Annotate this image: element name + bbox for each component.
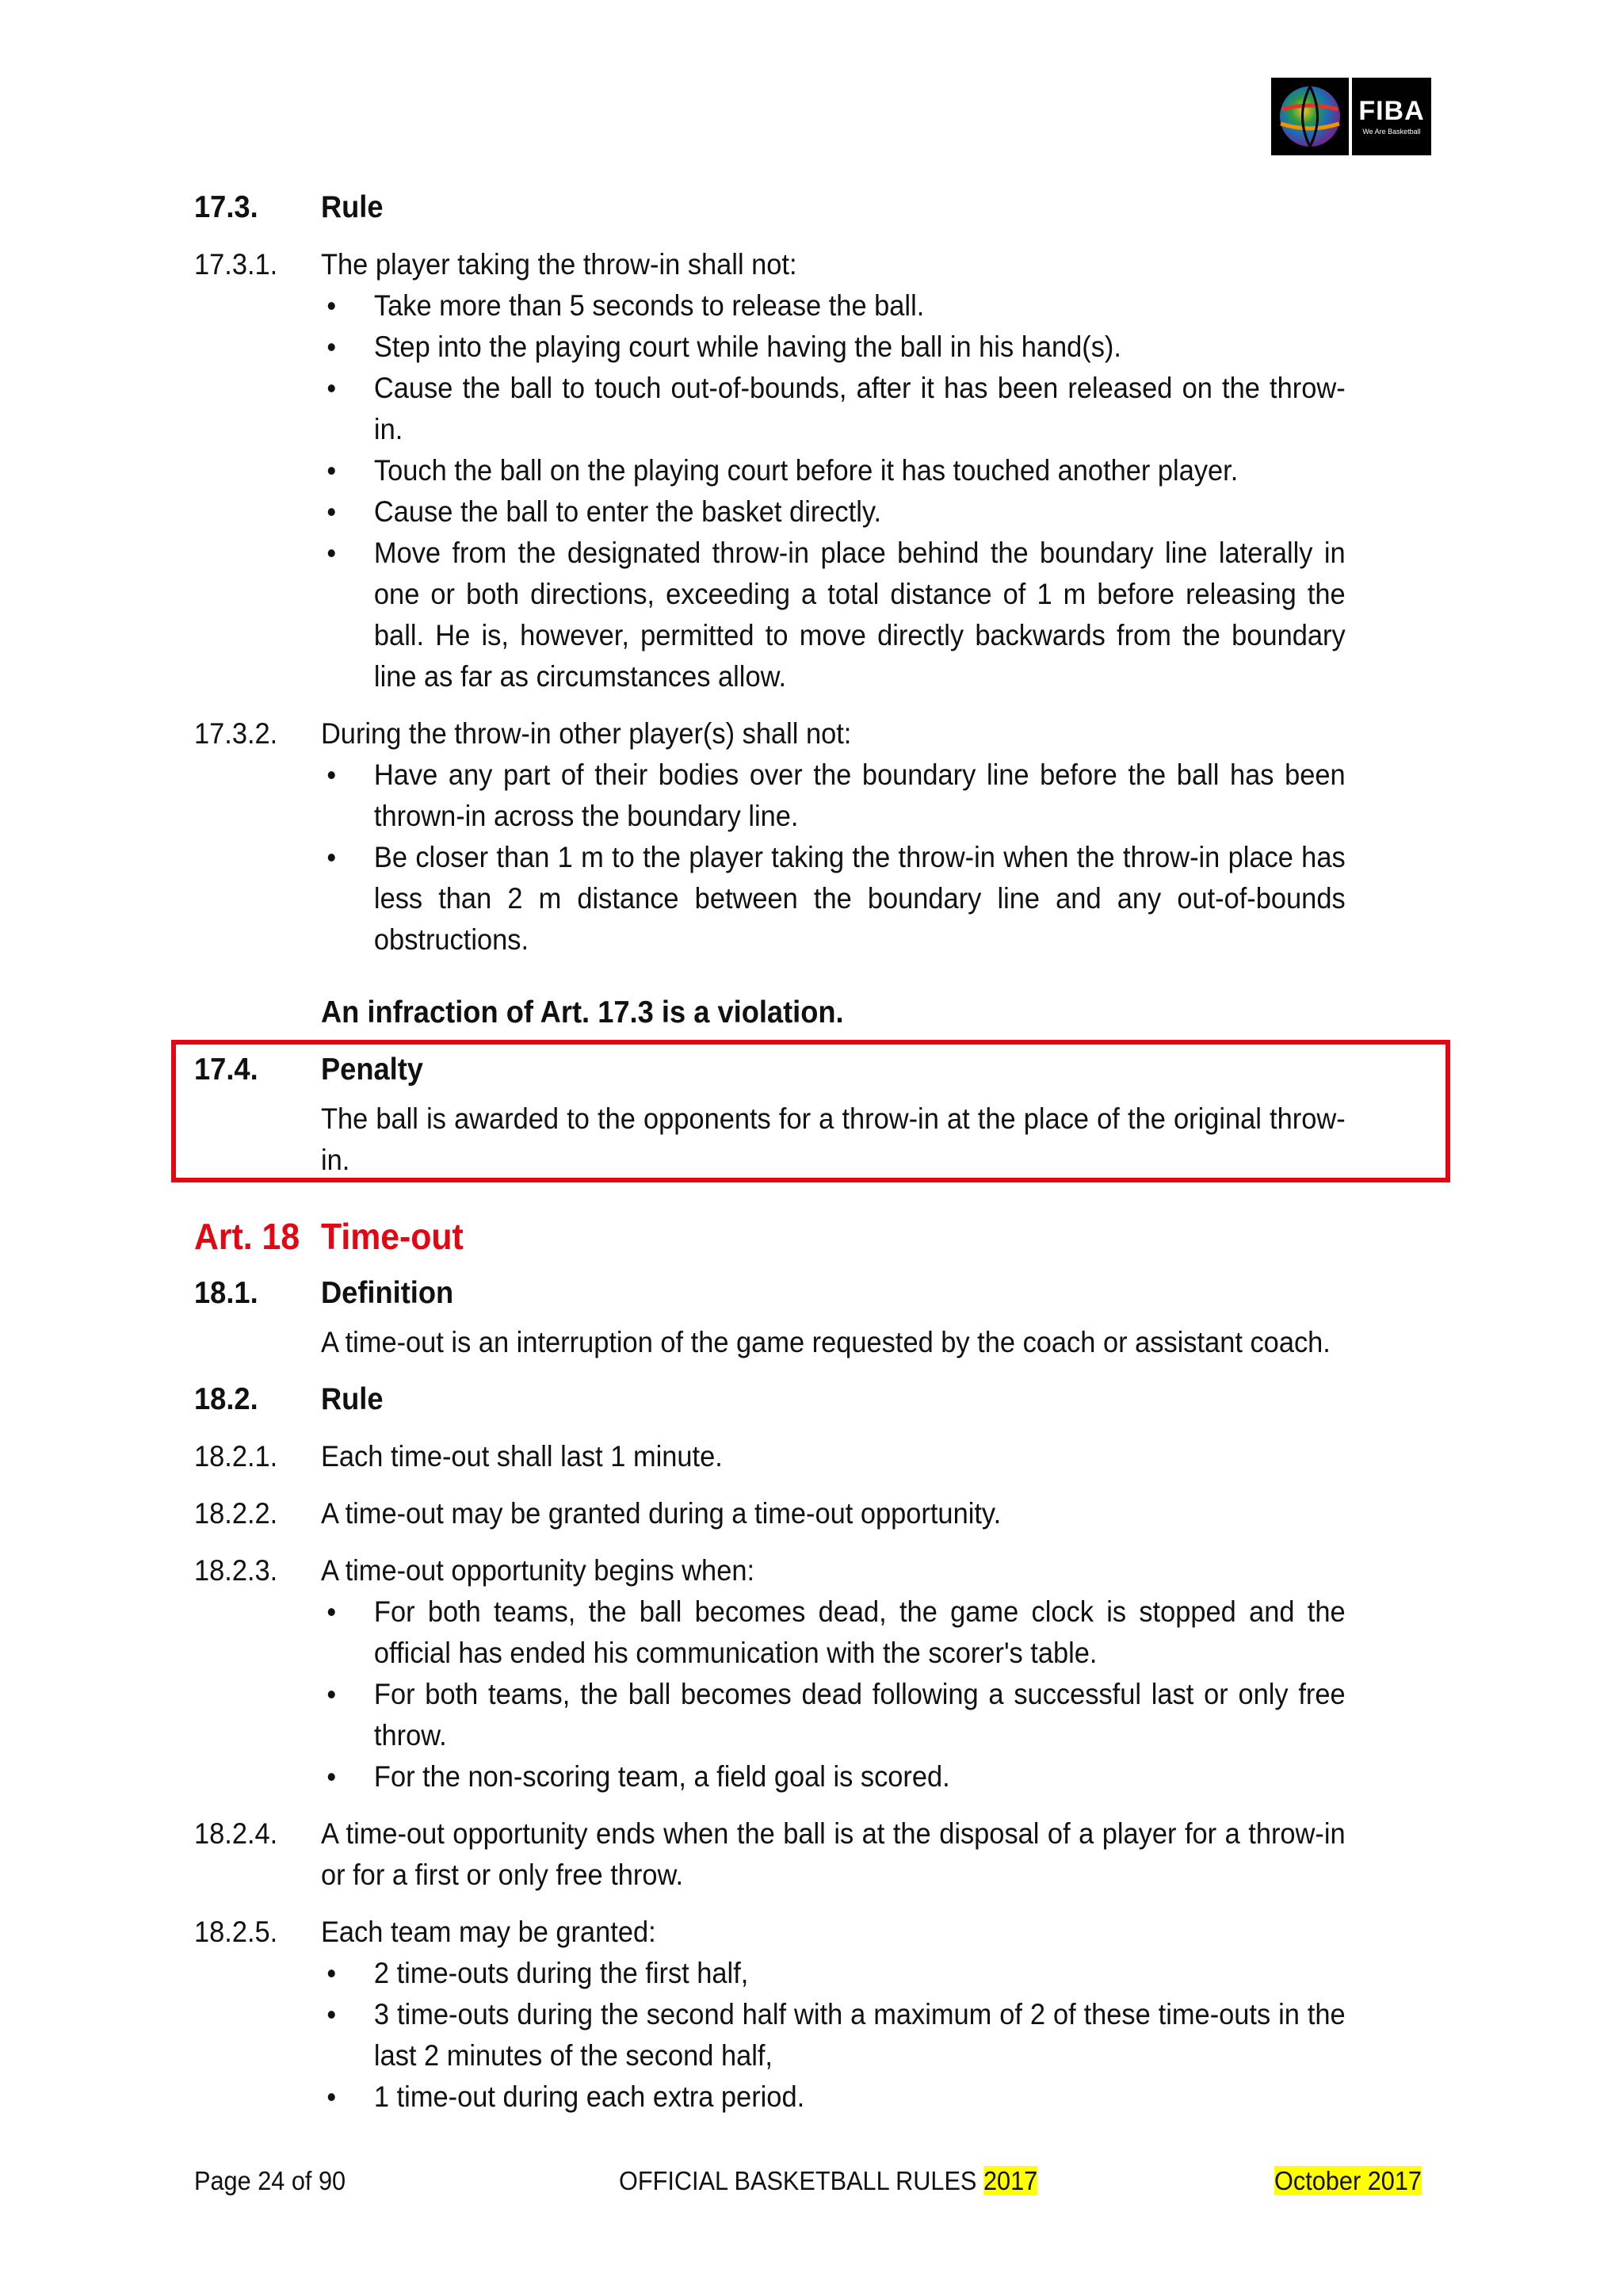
- bullet-item: • For both teams, the ball becomes dead, the game clock is stopped and the official has ended his communication with the scorer's table.: [321, 1591, 1346, 1674]
- infraction-text: An infraction of Art. 17.3 is a violation.: [320, 995, 844, 1030]
- paragraph-number: 18.2.3.: [194, 1554, 278, 1587]
- article-paragraph: [194, 1550, 1346, 1797]
- bullet-item: • Step into the playing court while having the ball in his hand(s).: [321, 327, 1346, 368]
- article-heading: [194, 1213, 1346, 1260]
- paragraph-text: A time-out opportunity ends when the ball is at the disposal of a player for a throw-in or for a first or only free throw.: [320, 1817, 1346, 1891]
- paragraph-number: 17.3.2.: [194, 717, 278, 750]
- paragraph-number: 18.2.4.: [194, 1817, 278, 1850]
- section-title: Rule: [320, 190, 384, 224]
- paragraph-number: 18.2.5.: [194, 1916, 278, 1948]
- section-title: Rule: [320, 1382, 384, 1416]
- paragraph-number: 17.3.1.: [194, 248, 278, 281]
- basketball-globe-icon: [1271, 78, 1349, 155]
- article-paragraph: [194, 1493, 1346, 1534]
- article-title: Time-out: [320, 1216, 464, 1257]
- bullet-list: [321, 1953, 1346, 2118]
- section-heading: [194, 1273, 1346, 1314]
- section-number: 17.4.: [194, 1052, 258, 1087]
- section-heading: [194, 1379, 1346, 1420]
- paragraph-text: Each time-out shall last 1 minute.: [320, 1440, 723, 1473]
- article-number: Art. 18: [194, 1216, 300, 1257]
- penalty-highlight-box: [171, 1040, 1450, 1182]
- bullet-list: [321, 285, 1346, 697]
- section-number: 18.2.: [194, 1382, 258, 1416]
- bullet-item: • Cause the ball to enter the basket directly.: [321, 491, 1346, 533]
- bullet-item: • 1 time-out during each extra period.: [321, 2076, 1346, 2118]
- article-paragraph: [194, 244, 1346, 697]
- section-title: Definition: [320, 1276, 454, 1310]
- article-paragraph: [194, 1436, 1346, 1477]
- section-title: Penalty: [320, 1052, 423, 1087]
- paragraph-intro: Each team may be granted:: [320, 1916, 656, 1948]
- document-title: [619, 2164, 1037, 2199]
- bullet-item: • 2 time-outs during the first half,: [321, 1953, 1346, 1994]
- bullet-item: • Be closer than 1 m to the player taking the throw-in when the throw-in place has less than 2 m distance between the boundary line and any out-of-bounds obstructions.: [321, 837, 1346, 961]
- document-year: 2017: [983, 2166, 1038, 2195]
- paragraph-intro: During the throw-in other player(s) shall not:: [320, 717, 852, 750]
- bullet-item: • For both teams, the ball becomes dead following a successful last or only free throw.: [321, 1674, 1346, 1756]
- logo-tagline: We Are Basketball: [1362, 128, 1421, 136]
- document-date: October 2017: [1274, 2166, 1422, 2195]
- article-paragraph: [194, 1912, 1346, 2118]
- bullet-item: • Have any part of their bodies over the boundary line before the ball has been thrown-in across the boundary line.: [321, 755, 1346, 837]
- fiba-logo: [1271, 78, 1431, 155]
- paragraph-number: 18.2.2.: [194, 1497, 278, 1530]
- article-paragraph: [194, 1813, 1346, 1896]
- paragraph-intro: The player taking the throw-in shall not:: [320, 248, 797, 281]
- bullet-item: • Cause the ball to touch out-of-bounds, after it has been released on the throw-in.: [321, 368, 1346, 450]
- bullet-item: • Take more than 5 seconds to release the ball.: [321, 285, 1346, 327]
- paragraph-text: A time-out may be granted during a time-out opportunity.: [320, 1497, 1002, 1530]
- paragraph-number: 18.2.1.: [194, 1440, 278, 1473]
- definition-text: A time-out is an interruption of the game requested by the coach or assistant coach.: [320, 1326, 1331, 1358]
- bullet-item: • 3 time-outs during the second half with a maximum of 2 of these time-outs in the last 2 minutes of the second half,: [321, 1994, 1346, 2076]
- article-paragraph: [194, 713, 1346, 961]
- bullet-list: [321, 1591, 1346, 1797]
- section-number: 18.1.: [194, 1276, 258, 1310]
- infraction-statement: [194, 992, 1346, 1033]
- penalty-text: The ball is awarded to the opponents for a throw-in at the place of the original throw-in.: [320, 1102, 1346, 1176]
- paragraph-intro: A time-out opportunity begins when:: [320, 1554, 755, 1587]
- definition-paragraph: [194, 1322, 1346, 1363]
- section-heading: [194, 187, 1346, 228]
- bullet-list: [321, 755, 1346, 961]
- page-number: Page 24 of 90: [194, 2166, 346, 2195]
- bullet-item: • Move from the designated throw-in place behind the boundary line laterally in one or both directions, exceeding a total distance of 1 m before releasing the ball. He is, however, permitted to move directly backwards from the boundary line as far as circumstances allow.: [321, 533, 1346, 697]
- document-title-text: OFFICIAL BASKETBALL RULES: [619, 2166, 977, 2195]
- bullet-item: • For the non-scoring team, a field goal is scored.: [321, 1756, 1346, 1797]
- section-number: 17.3.: [194, 190, 258, 224]
- footer-date-wrap: [1274, 2164, 1422, 2199]
- bullet-item: • Touch the ball on the playing court before it has touched another player.: [321, 450, 1346, 491]
- logo-wordmark: FIBA: [1358, 96, 1425, 126]
